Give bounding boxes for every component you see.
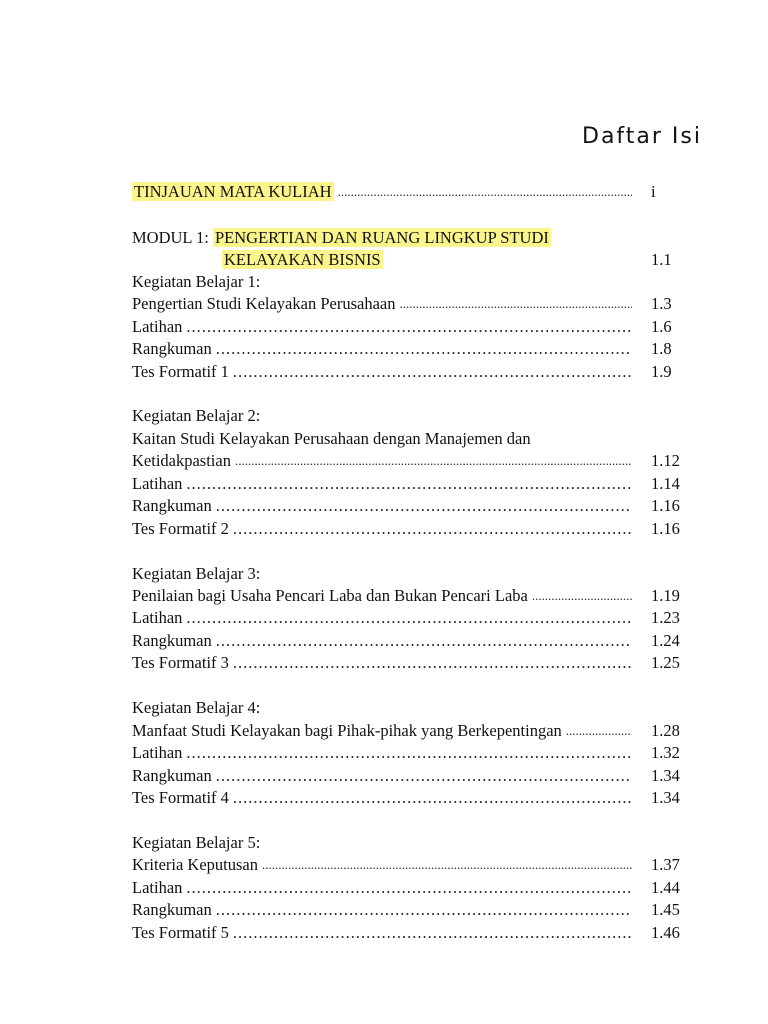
- page-number: 1.3: [651, 294, 672, 313]
- entry-label: Tes Formatif 4: [132, 788, 229, 807]
- entry-label: Rangkuman: [132, 631, 212, 650]
- entry-label: Rangkuman: [132, 766, 212, 785]
- toc-entry[interactable]: [132, 787, 632, 809]
- toc-entry[interactable]: [132, 854, 632, 876]
- entry-label: Kaitan Studi Kelayakan Perusahaan dengan Manajemen dan: [132, 429, 531, 448]
- toc-entry[interactable]: [132, 473, 632, 495]
- toc-entry[interactable]: [132, 877, 632, 899]
- dot-leader: [186, 473, 632, 495]
- entry-label: Latihan: [132, 317, 183, 336]
- dot-leader: [338, 181, 632, 203]
- entry-label: Kriteria Keputusan: [132, 855, 258, 874]
- page-number: 1.14: [651, 474, 680, 493]
- dot-leader: [566, 720, 632, 742]
- section-heading: Kegiatan Belajar 5:: [132, 833, 261, 852]
- page-number: 1.25: [651, 653, 680, 672]
- entry-label: Penilaian bagi Usaha Pencari Laba dan Bukan Pencari Laba: [132, 586, 528, 605]
- dot-leader: [186, 877, 632, 899]
- toc-entry-tinjauan[interactable]: [132, 181, 632, 203]
- toc-entry[interactable]: [132, 338, 632, 360]
- toc-entry[interactable]: [132, 922, 632, 944]
- entry-label: Tes Formatif 1: [132, 362, 229, 381]
- page-number: 1.19: [651, 586, 680, 605]
- page-number: 1.23: [651, 608, 680, 627]
- page-number: 1.37: [651, 855, 680, 874]
- dot-leader: [233, 922, 632, 944]
- highlighted-text: TINJAUAN MATA KULIAH: [134, 182, 332, 201]
- page-number: 1.46: [651, 923, 680, 942]
- toc-entry[interactable]: [132, 361, 632, 383]
- dot-leader: [233, 652, 632, 674]
- entry-label: Tes Formatif 3: [132, 653, 229, 672]
- section-heading: Kegiatan Belajar 2:: [132, 406, 261, 425]
- dot-leader: [262, 854, 632, 876]
- entry-label: Ketidakpastian: [132, 451, 231, 470]
- page-number: 1.32: [651, 743, 680, 762]
- page-number: 1.28: [651, 721, 680, 740]
- dot-leader: [216, 338, 632, 360]
- dot-leader: [532, 585, 632, 607]
- entry-label: Rangkuman: [132, 900, 212, 919]
- page-number: 1.8: [651, 339, 672, 358]
- toc-entry[interactable]: [132, 652, 632, 674]
- entry-label: Latihan: [132, 743, 183, 762]
- dot-leader: [186, 742, 632, 764]
- highlighted-text: PENGERTIAN DAN RUANG LINGKUP STUDI: [214, 228, 549, 247]
- page-number: 1.16: [651, 496, 680, 515]
- dot-leader: [216, 630, 632, 652]
- dot-leader: [216, 899, 632, 921]
- entry-label: Tes Formatif 5: [132, 923, 229, 942]
- dot-leader: [233, 361, 632, 383]
- page-number: 1.34: [651, 766, 680, 785]
- toc-entry[interactable]: [132, 899, 632, 921]
- page-title: Daftar Isi: [582, 124, 702, 149]
- page-number: 1.12: [651, 451, 680, 470]
- toc-entry[interactable]: [132, 518, 632, 540]
- entry-label: Latihan: [132, 608, 183, 627]
- toc-entry[interactable]: [132, 720, 632, 742]
- dot-leader: [235, 450, 632, 472]
- highlighted-text: KELAYAKAN BISNIS: [224, 250, 381, 269]
- toc-entry[interactable]: [132, 607, 632, 629]
- page-number: 1.9: [651, 362, 672, 381]
- dot-leader: [186, 316, 632, 338]
- dot-leader: [216, 765, 632, 787]
- toc-entry[interactable]: [132, 495, 632, 517]
- toc-entry[interactable]: [132, 742, 632, 764]
- toc-entry[interactable]: [132, 450, 632, 472]
- page-number: 1.45: [651, 900, 680, 919]
- modul-prefix: MODUL 1:: [132, 228, 209, 247]
- toc-entry[interactable]: [132, 316, 632, 338]
- dot-leader: [399, 293, 632, 315]
- entry-label: Manfaat Studi Kelayakan bagi Pihak-pihak yang Berkepentingan: [132, 721, 562, 740]
- page-number: i: [651, 182, 656, 201]
- entry-label: Latihan: [132, 878, 183, 897]
- page-number: 1.34: [651, 788, 680, 807]
- page-number: 1.1: [651, 250, 672, 269]
- toc-entry[interactable]: [132, 293, 632, 315]
- entry-label: Latihan: [132, 474, 183, 493]
- toc-entry[interactable]: [132, 765, 632, 787]
- section-heading: Kegiatan Belajar 4:: [132, 698, 261, 717]
- dot-leader: [233, 787, 632, 809]
- dot-leader: [216, 495, 632, 517]
- page-number: 1.16: [651, 519, 680, 538]
- section-heading: Kegiatan Belajar 3:: [132, 564, 261, 583]
- modul-heading[interactable]: [132, 227, 688, 249]
- page-number: 1.6: [651, 317, 672, 336]
- dot-leader: [233, 518, 632, 540]
- section-heading: Kegiatan Belajar 1:: [132, 272, 261, 291]
- modul-heading-line2: [222, 249, 522, 271]
- entry-label: Tes Formatif 2: [132, 519, 229, 538]
- page-number: 1.24: [651, 631, 680, 650]
- toc-entry[interactable]: [132, 585, 632, 607]
- entry-label: Rangkuman: [132, 339, 212, 358]
- entry-label: Pengertian Studi Kelayakan Perusahaan: [132, 294, 396, 313]
- page-number: 1.44: [651, 878, 680, 897]
- entry-label: Rangkuman: [132, 496, 212, 515]
- toc-entry[interactable]: [132, 630, 632, 652]
- dot-leader: [186, 607, 632, 629]
